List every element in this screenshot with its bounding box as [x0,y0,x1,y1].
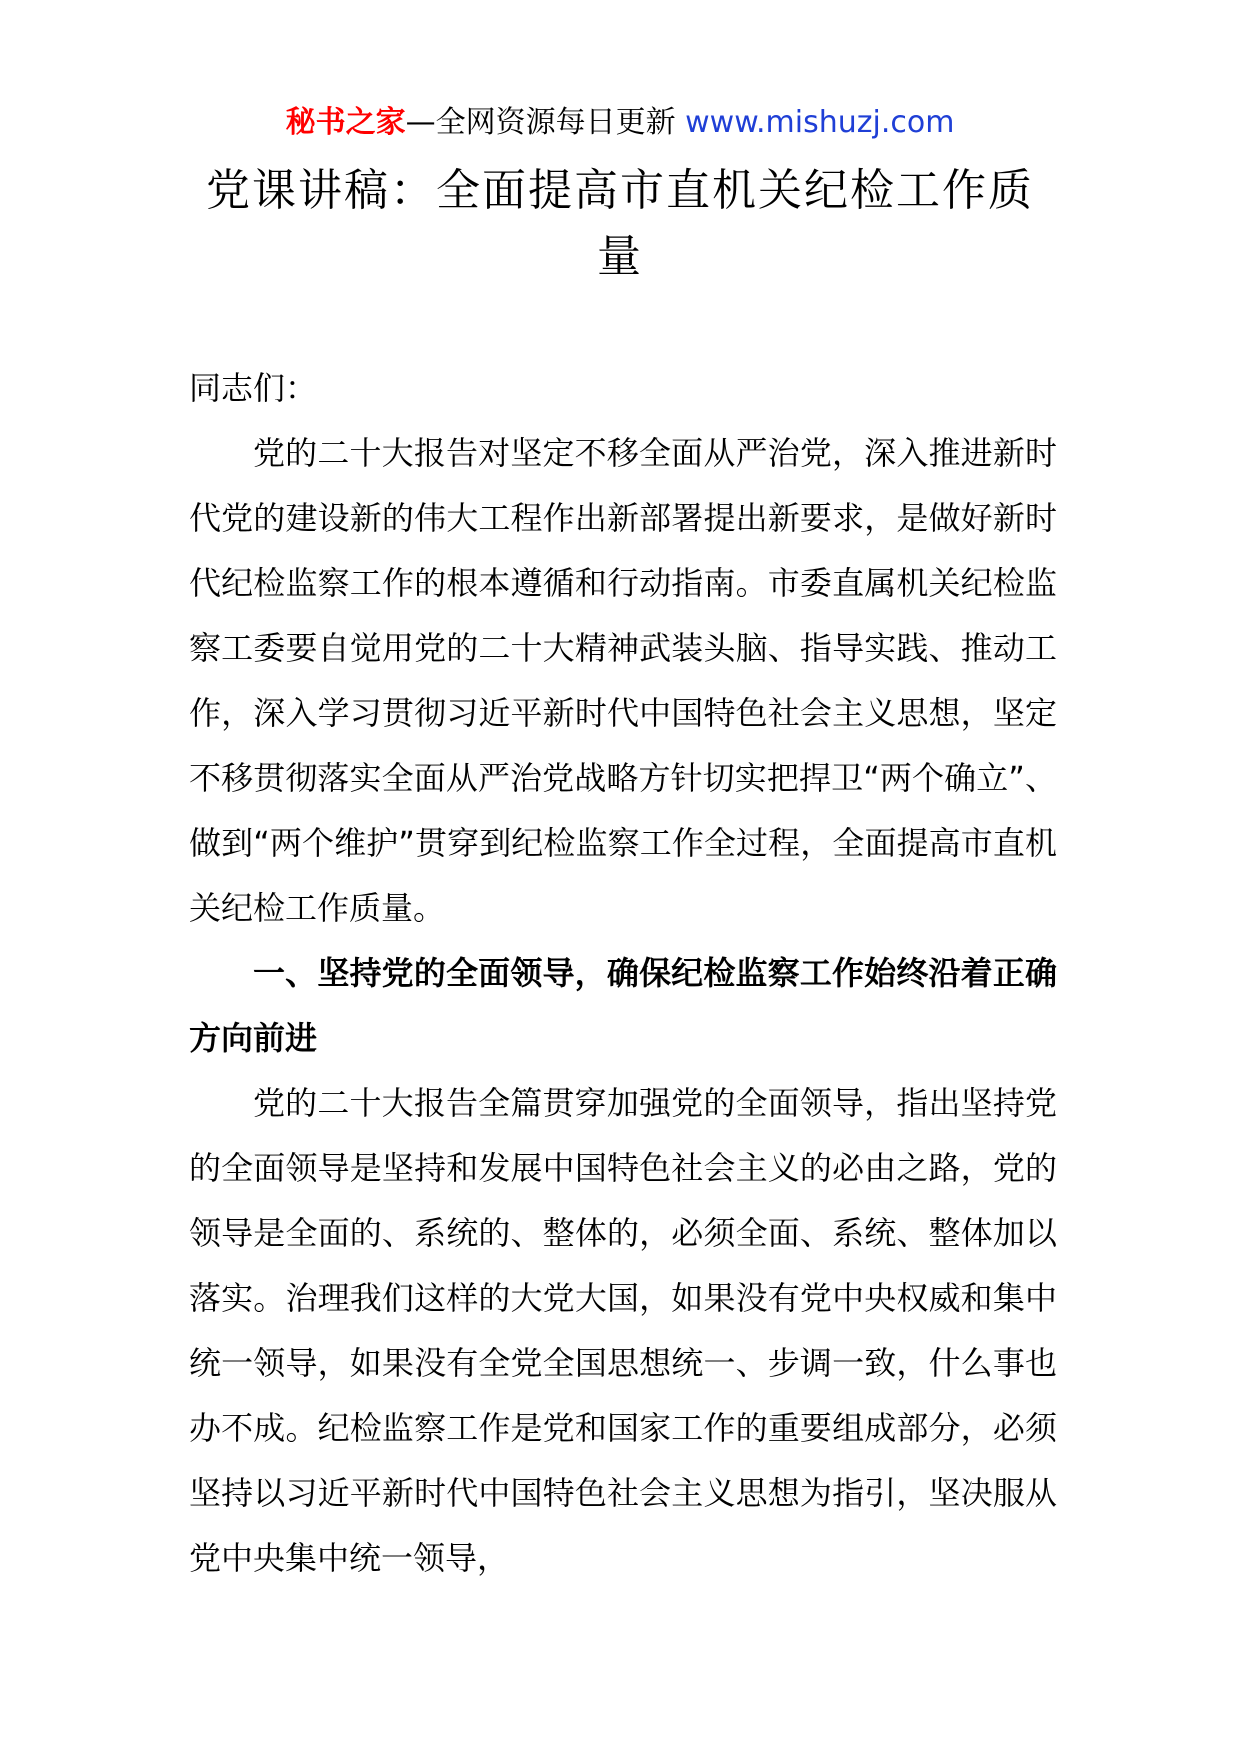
site-url[interactable]: www.mishuzj.com [685,105,955,140]
salutation: 同志们： [189,369,318,407]
paragraph-2: 党的二十大报告全篇贯穿加强党的全面领导，指出坚持党的全面领导是坚持和发展中国特色社会主义的必由之路，党的领导是全面的、系统的、整体的，必须全面、系统、整体加以落实。治理我们这样的大党大国，如果没有党中央权威和集中统一领导，如果没有全党全国思想统一、步调一致，什么事也办不成。纪检监察工作是党和国家工作的重要组成部分，必须坚持以习近平新时代中国特色社会主义思想为指引，坚决服从党中央集中统一领导， [189,1084,1057,1577]
site-header [0,100,1240,146]
section-1-heading: 一、坚持党的全面领导，确保纪检监察工作始终沿着正确方向前进 [189,954,1057,1057]
paragraph-1: 党的二十大报告对坚定不移全面从严治党，深入推进新时代党的建设新的伟大工程作出新部署提出新要求，是做好新时代纪检监察工作的根本遵循和行动指南。市委直属机关纪检监察工委要自觉用党的二十大精神武装头脑、指导实践、推动工作，深入学习贯彻习近平新时代中国特色社会主义思想，坚定不移贯彻落实全面从严治党战略方针切实把捍卫“两个确立”、做到“两个维护”贯穿到纪检监察工作全过程，全面提高市直机关纪检工作质量。 [189,434,1057,927]
document-body [189,356,1057,1591]
site-brand: 秘书之家 [285,105,406,140]
document-title: 党课讲稿：全面提高市直机关纪检工作质量 [206,165,1034,282]
site-slogan: —全网资源每日更新 [405,105,676,140]
